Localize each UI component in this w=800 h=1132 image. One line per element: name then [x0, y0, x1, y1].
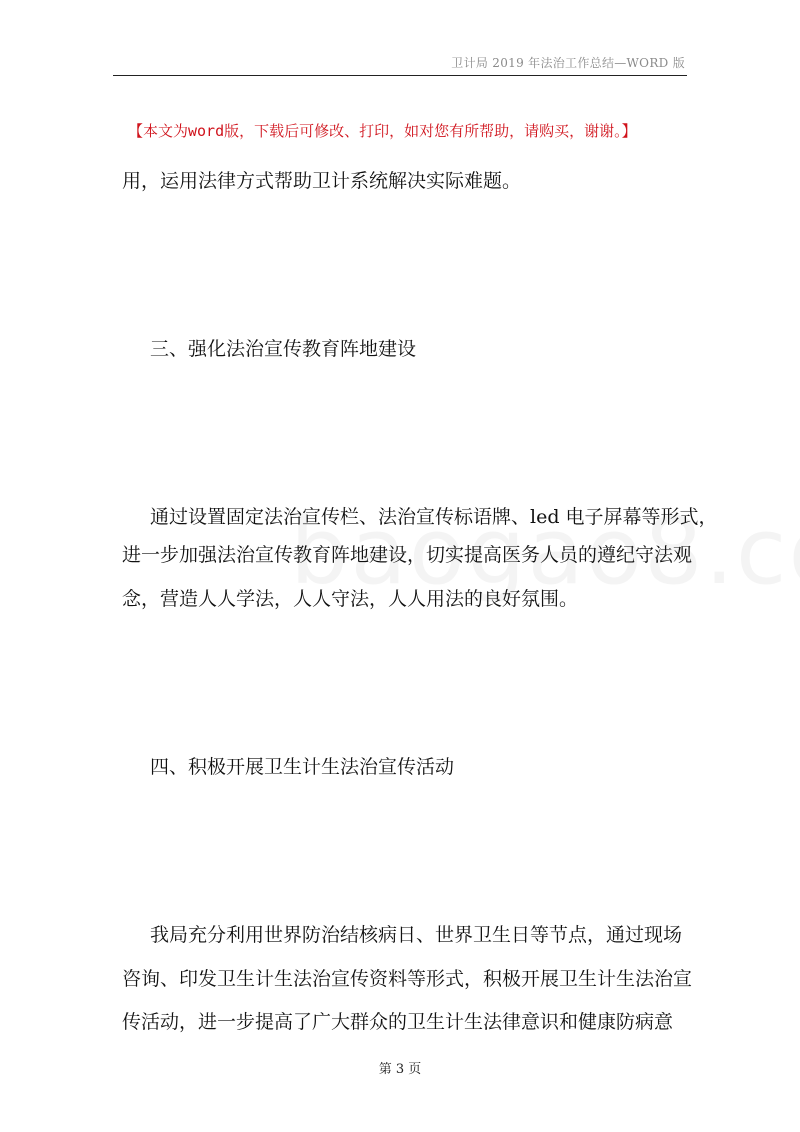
header-title: 卫计局 2019 年法治工作总结—WORD 版	[451, 56, 685, 70]
section-4-line-2: 咨询、印发卫生计生法治宣传资料等形式，积极开展卫生计生法治宣	[122, 968, 693, 990]
section-3-line-2: 进一步加强法治宣传教育阵地建设，切实提高医务人员的遵纪守法观	[122, 544, 693, 566]
continuation-paragraph: 用，运用法律方式帮助卫计系统解决实际难题。	[122, 170, 522, 192]
purchase-notice: 【本文为word版，下载后可修改、打印，如对您有所帮助，请购买，谢谢。】	[128, 122, 637, 140]
section-4-heading: 四、积极开展卫生计生法治宣传活动	[150, 756, 455, 778]
page-number: 第 3 页	[378, 1062, 422, 1077]
section-4-line-3: 传活动，进一步提高了广大群众的卫生计生法律意识和健康防病意	[122, 1011, 674, 1033]
section-3-line-1: 通过设置固定法治宣传栏、法治宣传标语牌、led 电子屏幕等形式，	[150, 506, 718, 528]
header-divider	[113, 75, 687, 76]
section-3-line-3: 念，营造人人学法，人人守法，人人用法的良好氛围。	[122, 588, 579, 610]
section-4-line-1: 我局充分利用世界防治结核病日、世界卫生日等节点，通过现场	[150, 924, 683, 946]
section-3-heading: 三、强化法治宣传教育阵地建设	[150, 338, 417, 360]
